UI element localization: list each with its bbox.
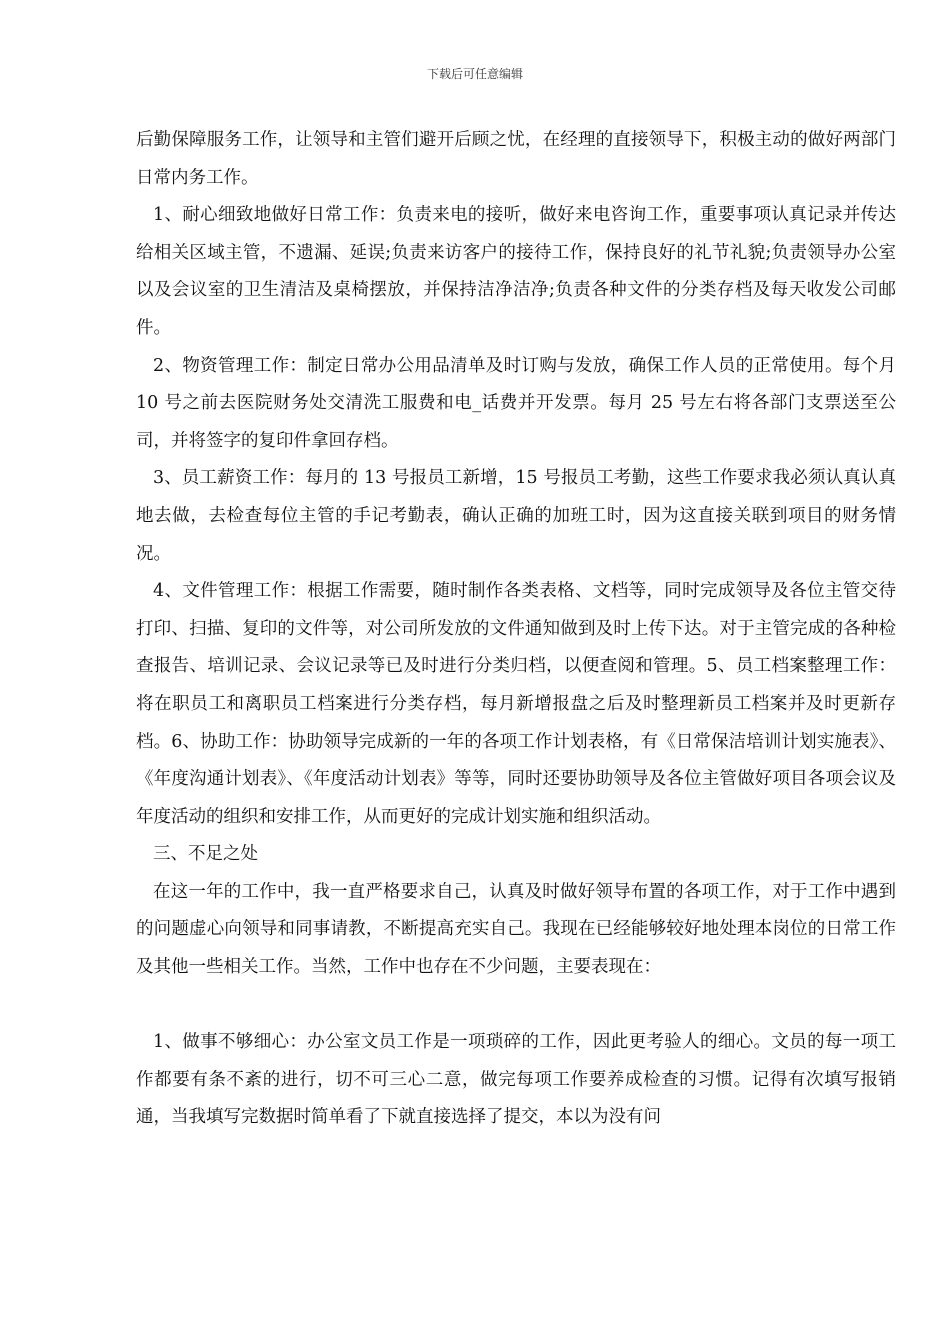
page-header: 下载后可任意编辑 xyxy=(426,67,523,81)
section-heading-shortcomings: 三、不足之处 xyxy=(153,844,258,865)
paragraph-item-3: 3、员工薪资工作：每月的 13 号报员工新增，15 号报员工考勤，这些工作要求我必须认真认真地去做，去检查每位主管的手记考勤表，确认正确的加班工时，因为这直接关联到项目的财务情况。 xyxy=(136,468,896,564)
paragraph-item-2: 2、物资管理工作：制定日常办公用品清单及时订购与发放，确保工作人员的正常使用。每个月 10 号之前去医院财务处交清洗工服费和电_话费并开发票。每月 25 号左右将各部门支票送至公司，并将签字的复印件拿回存档。 xyxy=(136,355,896,451)
paragraph-intro: 后勤保障服务工作，让领导和主管们避开后顾之忧，在经理的直接领导下，积极主动的做好两部门日常内务工作。 xyxy=(136,130,896,188)
document-body xyxy=(136,122,896,1137)
paragraph-problem-1: 1、做事不够细心：办公室文员工作是一项琐碎的工作，因此更考验人的细心。文员的每一项工作都要有条不紊的进行，切不可三心二意，做完每项工作要养成检查的习惯。记得有次填写报销通，当我填写完数据时简单看了下就直接选择了提交，本以为没有问 xyxy=(136,1032,896,1128)
paragraph-shortcomings-intro: 在这一年的工作中，我一直严格要求自己，认真及时做好领导布置的各项工作，对于工作中遇到的问题虚心向领导和同事请教，不断提高充实自己。我现在已经能够较好地处理本岗位的日常工作及其他一些相关工作。当然，工作中也存在不少问题，主要表现在： xyxy=(136,881,896,978)
blank-line xyxy=(136,987,896,1025)
paragraph-item-4: 4、文件管理工作：根据工作需要，随时制作各类表格、文档等，同时完成领导及各位主管交待打印、扫描、复印的文件等，对公司所发放的文件通知做到及时上传下达。对于主管完成的各种检查报告、培训记录、会议记录等已及时进行分类归档，以便查阅和管理。5、员工档案整理工作：将在职员工和离职员工档案进行分类存档，每月新增报盘之后及时整理新员工档案并及时更新存档。6、协助工作：协助领导完成新的一年的各项工作计划表格，有《日常保洁培训计划实施表》、《年度沟通计划表》、《年度活动计划表》等等，同时还要协助领导及各位主管做好项目各项会议及年度活动的组织和安排工作，从而更好的完成计划实施和组织活动。 xyxy=(136,581,896,827)
paragraph-item-1: 1、耐心细致地做好日常工作：负责来电的接听，做好来电咨询工作，重要事项认真记录并传达给相关区域主管，不遗漏、延误;负责来访客户的接待工作，保持良好的礼节礼貌;负责领导办公室以及会议室的卫生清洁及桌椅摆放，并保持洁净洁净;负责各种文件的分类存档及每天收发公司邮件。 xyxy=(136,205,896,338)
